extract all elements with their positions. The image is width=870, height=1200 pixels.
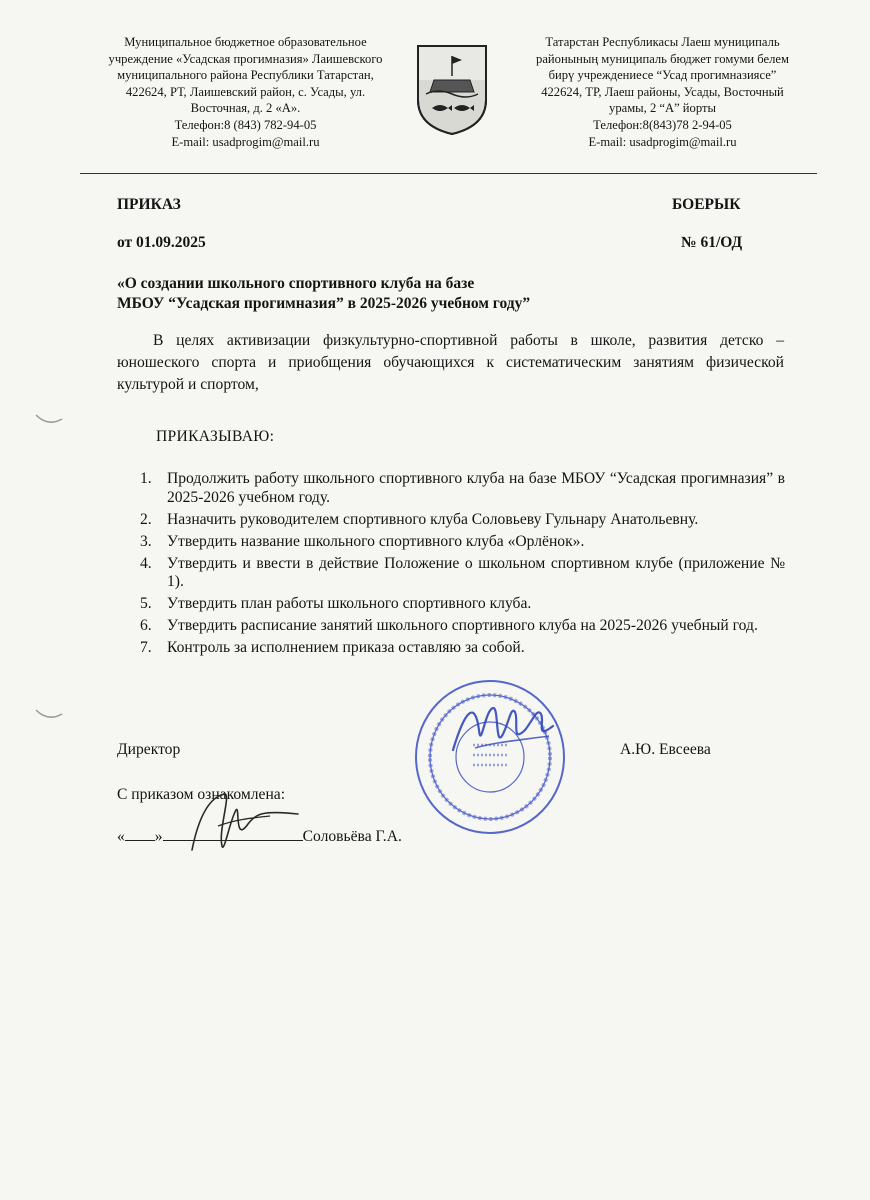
director-signature-icon — [445, 690, 565, 770]
header-right-line: E-mail: usadprogim@mail.ru — [588, 134, 737, 149]
item-text: Продолжить работу школьного спортивного клуба на базе МБОУ “Усадская прогимназия” в 2025-2026 учебном году. — [167, 470, 785, 506]
list-item — [140, 617, 785, 636]
list-item — [140, 511, 785, 530]
header-left-line: Муниципальное бюджетное образовательное — [124, 35, 367, 49]
item-text: Контроль за исполнением приказа оставляю за собой. — [167, 639, 525, 656]
punch-hole-mark-icon — [34, 413, 64, 427]
order-title-line: «О создании школьного спортивного клуба на базе — [117, 275, 475, 292]
list-item — [140, 639, 785, 658]
header-right-line: Татарстан Республикасы Лаеш муниципаль — [545, 35, 780, 49]
acknowledgement-signature-icon — [178, 780, 318, 860]
list-item — [140, 533, 785, 552]
header-divider — [80, 173, 817, 174]
coat-of-arms-icon — [414, 42, 490, 136]
item-number: 2. — [140, 510, 152, 528]
order-word-tt: БОЕРЫК — [672, 196, 741, 213]
header-left-line: муниципального района Республики Татарстан, — [117, 68, 374, 83]
acknowledger-name: Соловьёва Г.А. — [302, 828, 402, 845]
acknowledgement-label: С приказом ознакомлена: — [117, 786, 286, 803]
item-number: 5. — [140, 595, 152, 612]
header-right-block — [500, 34, 825, 150]
order-title-line: МБОУ “Усадская прогимназия” в 2025-2026 учебном году” — [117, 295, 531, 312]
order-number: № 61/ОД — [681, 234, 743, 251]
header-right-line: урамы, 2 “А” йорты — [609, 101, 716, 116]
header-right-line: Телефон:8(843)78 2-94-05 — [593, 117, 732, 132]
header-right-line: районының муниципаль бюджет гомуми белем — [536, 51, 789, 66]
item-number: 6. — [140, 617, 152, 634]
signatory-role: Директор — [117, 741, 181, 758]
item-text: Утвердить и ввести в действие Положение о школьном спортивном клубе (приложение № 1). — [167, 554, 785, 590]
header-right-line: бирү учреждениесе “Усад прогимназиясе” — [548, 68, 777, 83]
header-left-line: Восточная, д. 2 «А». — [190, 101, 301, 116]
order-word-ru: ПРИКАЗ — [117, 196, 181, 213]
item-text: Утвердить план работы школьного спортивного клуба. — [167, 595, 532, 612]
punch-hole-mark-icon — [34, 708, 64, 722]
item-text: Назначить руководителем спортивного клуба Соловьеву Гульнару Анатольевну. — [167, 510, 699, 528]
header-left-line: E-mail: usadprogim@mail.ru — [171, 134, 320, 149]
list-item — [140, 470, 785, 507]
item-number: 7. — [140, 639, 152, 656]
item-number: 3. — [140, 532, 152, 550]
header-left-block — [78, 34, 413, 150]
quote-close: » — [154, 828, 163, 845]
preamble-paragraph: В целях активизации физкультурно-спортивной работы в школе, развития детско – юношеского спорта и приобщения обучающихся к систематическим занятиям физической культурой и спортом, — [117, 332, 784, 393]
order-directive: ПРИКАЗЫВАЮ: — [156, 428, 275, 445]
order-title — [117, 274, 797, 314]
order-items-list — [140, 470, 785, 661]
header-right-line: 422624, ТР, Лаеш районы, Усады, Восточный — [541, 84, 784, 99]
order-date: от 01.09.2025 — [117, 234, 206, 251]
item-text: Утвердить расписание занятий школьного спортивного клуба на 2025-2026 учебный год. — [167, 617, 758, 634]
item-number: 1. — [140, 470, 152, 487]
day-blank — [125, 826, 155, 841]
signatory-name: А.Ю. Евсеева — [620, 741, 711, 758]
quote-open: « — [117, 828, 125, 845]
header-left-line: 422624, РТ, Лаишевский район, с. Усады, ул. — [125, 84, 366, 99]
list-item — [140, 555, 785, 592]
header-left-line: Телефон:8 (843) 782-94-05 — [174, 117, 317, 132]
item-number: 4. — [140, 554, 152, 572]
header-left-line: учреждение «Усадская прогимназия» Лаишевского — [108, 51, 383, 66]
list-item — [140, 595, 785, 614]
item-text: Утвердить название школьного спортивного клуба «Орлёнок». — [167, 532, 585, 550]
